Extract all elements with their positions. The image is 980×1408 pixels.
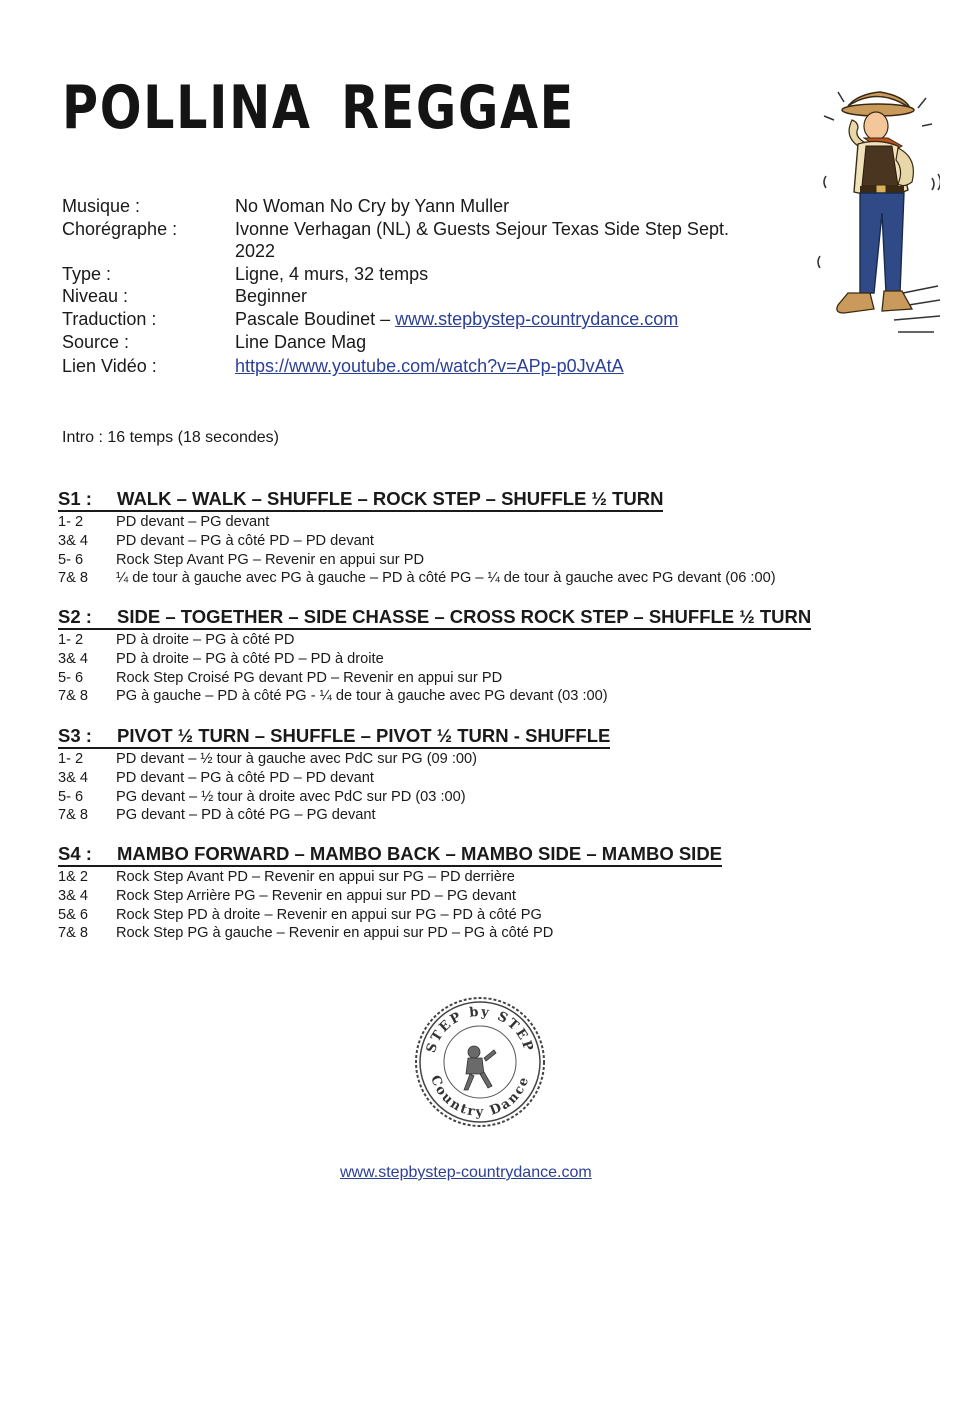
- translator-name: Pascale Boudinet –: [235, 308, 396, 329]
- info-row-video: [62, 355, 755, 378]
- step-count: 7& 8: [58, 570, 89, 587]
- cowboy-illustration-icon: [808, 86, 940, 348]
- step-count: 7& 8: [58, 688, 89, 705]
- page-title: [62, 73, 575, 143]
- info-value: Line Dance Mag: [235, 331, 367, 352]
- step-row: [58, 687, 938, 706]
- section-heading: [58, 725, 610, 749]
- step-count: 1- 2: [58, 632, 84, 648]
- step-count: 7& 8: [58, 807, 89, 824]
- dance-info-table: [62, 195, 755, 378]
- title-word-1: POLLINA: [62, 73, 312, 143]
- info-row-translation: [62, 308, 755, 331]
- step-row: [58, 551, 938, 570]
- info-value: Ligne, 4 murs, 32 temps: [235, 263, 429, 284]
- step-count: 5- 6: [58, 669, 84, 686]
- info-label: Musique :: [62, 196, 141, 216]
- info-row-level: [62, 285, 755, 308]
- step-text: PG devant – PD à côté PG – PG devant: [116, 807, 376, 824]
- step-text: PD devant – ½ tour à gauche avec PdC sur PG (09 :00): [116, 751, 477, 767]
- section-id: S4 :: [58, 843, 92, 864]
- info-row-source: [62, 331, 755, 354]
- step-text: PD à droite – PG à côté PD: [116, 632, 295, 648]
- step-row: [58, 569, 938, 588]
- step-text: Rock Step Avant PD – Revenir en appui sur PG – PD derrière: [116, 869, 515, 885]
- info-label: Type :: [62, 263, 112, 284]
- step-text: PD à droite – PG à côté PD – PD à droite: [116, 650, 384, 667]
- step-row: [58, 788, 938, 807]
- title-word-2: REGGAE: [341, 73, 575, 143]
- section-id: S1 :: [58, 488, 92, 509]
- step-count: 1- 2: [58, 751, 84, 767]
- info-label: Lien Vidéo :: [62, 356, 157, 377]
- step-text: PD devant – PG à côté PD – PD devant: [116, 532, 374, 549]
- logo-top-text: STEP by STEP: [423, 1004, 537, 1055]
- info-label: Source :: [62, 331, 130, 352]
- logo-bottom-text: Country Dance: [427, 1073, 533, 1121]
- info-row-type: [62, 263, 755, 286]
- video-link[interactable]: https://www.youtube.com/watch?v=APp-p0JvAtA: [235, 356, 624, 377]
- step-row: [58, 887, 938, 906]
- info-value: No Woman No Cry by Yann Muller: [235, 196, 510, 216]
- section-id: S3 :: [58, 725, 92, 746]
- step-count: 5- 6: [58, 551, 84, 568]
- step-text: PG devant – ½ tour à droite avec PdC sur PD (03 :00): [116, 788, 466, 805]
- footer: [340, 1164, 592, 1182]
- step-by-step-logo-icon: [412, 994, 548, 1130]
- step-row: [58, 868, 938, 887]
- step-count: 5- 6: [58, 788, 84, 805]
- section-id: S2 :: [58, 606, 92, 627]
- svg-text:STEP by STEP: [424, 1005, 536, 1055]
- info-value: [235, 308, 755, 331]
- section-s4: [58, 843, 938, 943]
- footer-site-link[interactable]: www.stepbystep-countrydance.com: [340, 1164, 592, 1181]
- step-count: 5& 6: [58, 906, 89, 923]
- step-row: [58, 532, 938, 551]
- step-text: PG à gauche – PD à côté PG - ¼ de tour à gauche avec PG devant (03 :00): [116, 688, 608, 705]
- section-title: MAMBO FORWARD – MAMBO BACK – MAMBO SIDE – MAMBO SIDE: [117, 843, 723, 864]
- step-row: [58, 750, 938, 769]
- step-text: Rock Step Croisé PG devant PD – Revenir en appui sur PD: [116, 669, 503, 686]
- step-count: 3& 4: [58, 769, 89, 786]
- step-text: PD devant – PG à côté PD – PD devant: [116, 769, 374, 786]
- step-text: Rock Step PD à droite – Revenir en appui sur PG – PD à côté PG: [116, 906, 542, 923]
- section-heading: [58, 843, 722, 867]
- step-row: [58, 806, 938, 825]
- info-value: [235, 355, 755, 378]
- step-row: [58, 769, 938, 788]
- step-row: [58, 513, 938, 532]
- section-s1: [58, 488, 938, 588]
- step-row: [58, 650, 938, 669]
- info-label: Traduction :: [62, 308, 157, 329]
- section-heading: [58, 606, 811, 630]
- section-title: WALK – WALK – SHUFFLE – ROCK STEP – SHUFFLE ½ TURN: [117, 488, 664, 509]
- step-row: [58, 669, 938, 688]
- info-label: Niveau :: [62, 286, 129, 307]
- section-heading: [58, 488, 663, 512]
- step-count: 1& 2: [58, 869, 89, 885]
- step-count: 7& 8: [58, 925, 89, 942]
- step-text: Rock Step PG à gauche – Revenir en appui sur PD – PG à côté PD: [116, 925, 554, 942]
- step-count: 1- 2: [58, 514, 84, 530]
- info-label: Chorégraphe :: [62, 218, 178, 239]
- section-s2: [58, 606, 938, 706]
- step-text: Rock Step Arrière PG – Revenir en appui sur PD – PG devant: [116, 887, 516, 904]
- translation-site-link[interactable]: www.stepbystep-countrydance.com: [395, 308, 679, 329]
- step-row: [58, 631, 938, 650]
- section-title: PIVOT ½ TURN – SHUFFLE – PIVOT ½ TURN - SHUFFLE: [117, 725, 611, 746]
- section-s3: [58, 725, 938, 825]
- info-value: Beginner: [235, 286, 308, 307]
- info-row-choreographer: [62, 218, 755, 263]
- intro-text: Intro : 16 temps (18 secondes): [62, 429, 279, 446]
- step-text: ¼ de tour à gauche avec PG à gauche – PD à côté PG – ¼ de tour à gauche avec PG devant (06 :00): [116, 570, 776, 587]
- step-count: 3& 4: [58, 887, 89, 904]
- step-text: Rock Step Avant PG – Revenir en appui sur PD: [116, 551, 424, 568]
- step-row: [58, 924, 938, 943]
- step-count: 3& 4: [58, 532, 89, 549]
- step-count: 3& 4: [58, 650, 89, 667]
- info-row-music: [62, 195, 755, 218]
- step-text: PD devant – PG devant: [116, 514, 270, 530]
- step-row: [58, 906, 938, 925]
- section-title: SIDE – TOGETHER – SIDE CHASSE – CROSS ROCK STEP – SHUFFLE ½ TURN: [117, 606, 812, 627]
- info-value: Ivonne Verhagan (NL) & Guests Sejour Texas Side Step Sept. 2022: [235, 218, 729, 262]
